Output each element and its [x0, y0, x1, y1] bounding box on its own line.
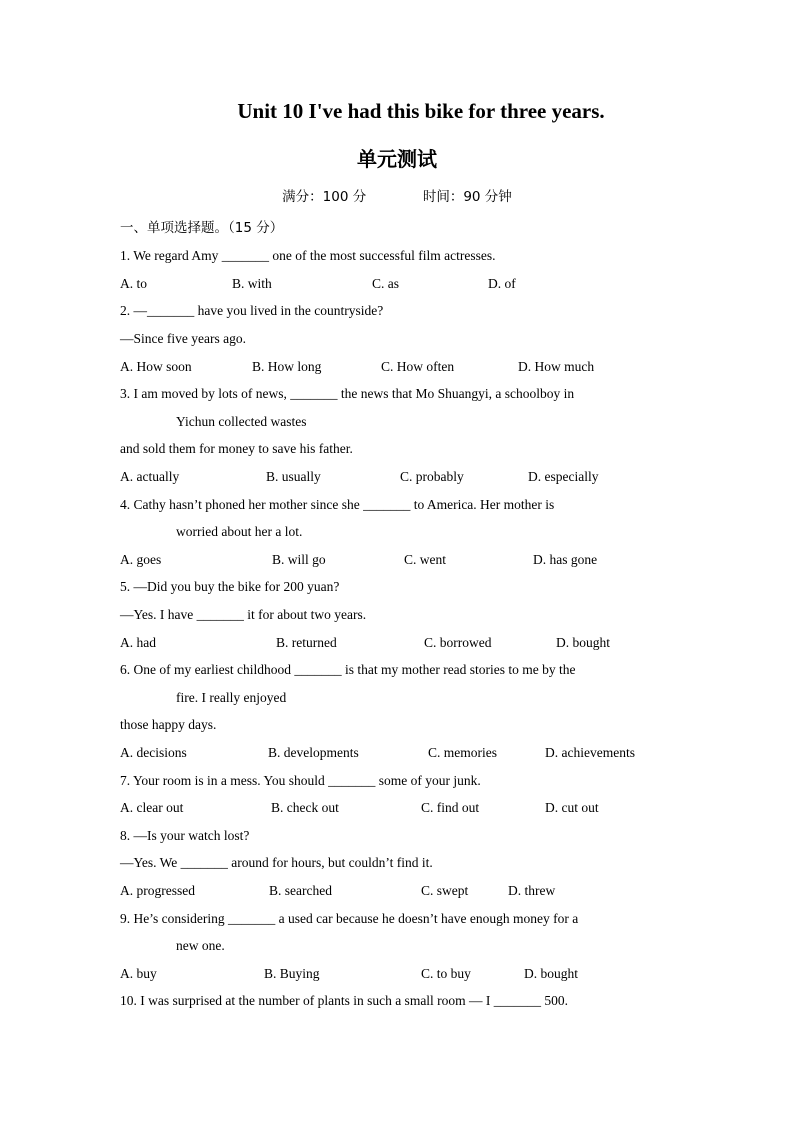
option-a: A. actually [120, 469, 180, 484]
question-text: worried about her a lot. [176, 524, 303, 539]
option-a: A. goes [120, 552, 162, 567]
option-d: D. cut out [545, 800, 599, 815]
question-text: 2. —_______ have you lived in the countryside? [120, 303, 384, 318]
option-d: D. threw [508, 883, 556, 898]
option-d: D. bought [556, 635, 610, 650]
option-d: D. achievements [545, 745, 635, 760]
option-c: C. swept [421, 883, 469, 898]
page-title: Unit 10 I've had this bike for three years. [237, 99, 605, 123]
question-text: 8. —Is your watch lost? [120, 828, 250, 843]
option-b: B. with [232, 276, 272, 291]
option-b: B. developments [268, 745, 359, 760]
question-text: and sold them for money to save his father. [120, 441, 353, 456]
page-subtitle: 单元测试 [357, 147, 437, 171]
option-c: C. How often [381, 359, 455, 374]
question-text: new one. [176, 938, 225, 953]
option-a: A. decisions [120, 745, 187, 760]
option-d: D. has gone [533, 552, 598, 567]
question-text: 7. Your room is in a mess. You should _______ some of your junk. [120, 773, 481, 788]
option-a: A. had [120, 635, 156, 650]
option-c: C. as [372, 276, 399, 291]
option-d: D. especially [528, 469, 599, 484]
question-text: fire. I really enjoyed [176, 690, 287, 705]
time-limit: 时间：90 分钟 [422, 189, 512, 205]
option-a: A. buy [120, 966, 157, 981]
option-c: C. find out [421, 800, 480, 815]
option-c: C. to buy [421, 966, 471, 981]
option-b: B. How long [252, 359, 322, 374]
question-text: 6. One of my earliest childhood _______ is that my mother read stories to me by the [120, 662, 576, 677]
question-text: 9. He’s considering _______ a used car because he doesn’t have enough money for a [120, 911, 579, 926]
section-heading: 一、单项选择题。（15 分） [120, 220, 284, 236]
option-c: C. memories [428, 745, 497, 760]
question-text: Yichun collected wastes [176, 414, 307, 429]
option-b: B. will go [272, 552, 326, 567]
option-b: B. usually [266, 469, 321, 484]
question-text: 1. We regard Amy _______ one of the most successful film actresses. [120, 248, 496, 263]
full-score: 满分：100 分 [282, 189, 367, 205]
option-c: C. probably [400, 469, 464, 484]
option-a: A. How soon [120, 359, 192, 374]
question-text: 4. Cathy hasn’t phoned her mother since she _______ to America. Her mother is [120, 497, 555, 512]
question-text: —Yes. We _______ around for hours, but couldn’t find it. [120, 855, 433, 870]
option-a: A. to [120, 276, 147, 291]
question-text: —Yes. I have _______ it for about two years. [120, 607, 367, 622]
option-b: B. returned [276, 635, 337, 650]
option-a: A. clear out [120, 800, 184, 815]
option-c: C. borrowed [424, 635, 492, 650]
exam-meta [0, 185, 794, 205]
option-c: C. went [404, 552, 446, 567]
question-text: 5. —Did you buy the bike for 200 yuan? [120, 579, 340, 594]
option-d: D. bought [524, 966, 578, 981]
option-b: B. Buying [264, 966, 320, 981]
question-text: 10. I was surprised at the number of plants in such a small room — I _______ 500. [120, 993, 569, 1008]
option-b: B. searched [269, 883, 332, 898]
question-text: those happy days. [120, 717, 217, 732]
option-b: B. check out [271, 800, 339, 815]
option-a: A. progressed [120, 883, 195, 898]
option-d: D. of [488, 276, 516, 291]
question-text: —Since five years ago. [120, 331, 246, 346]
question-text: 3. I am moved by lots of news, _______ the news that Mo Shuangyi, a schoolboy in [120, 386, 575, 401]
option-d: D. How much [518, 359, 595, 374]
